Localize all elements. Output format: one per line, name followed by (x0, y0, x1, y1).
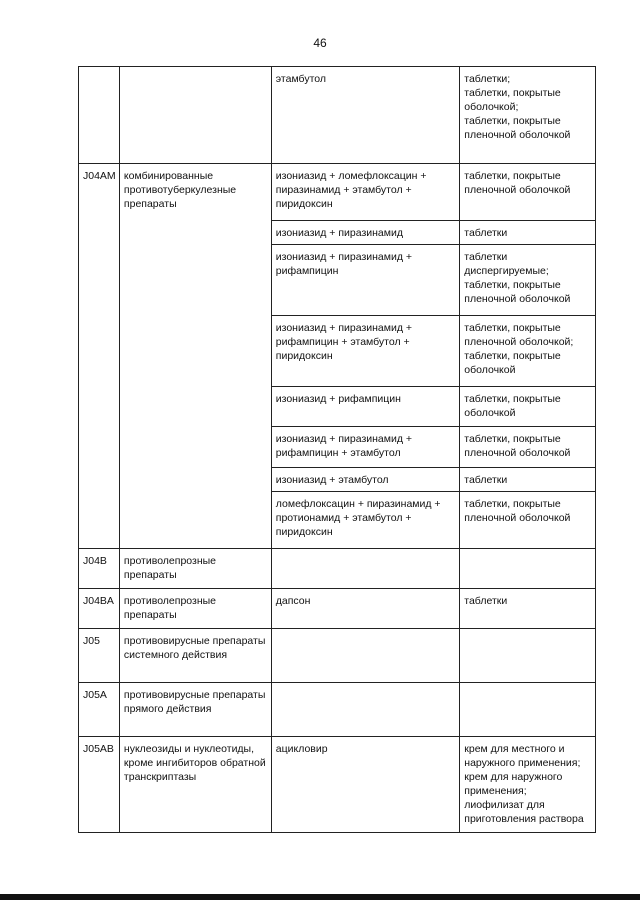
atc-code-cell: J04BA (79, 589, 120, 629)
form-cell: таблетки (460, 221, 596, 245)
atc-code-cell (79, 67, 120, 164)
drug-table (78, 66, 596, 833)
drug-cell (271, 549, 459, 589)
form-cell: таблетки; таблетки, покрытые оболочкой; таблетки, покрытые пленочной оболочкой (460, 67, 596, 164)
atc-code-cell: J05AB (79, 737, 120, 833)
drug-cell: этамбутол (271, 67, 459, 164)
table-row (79, 589, 596, 629)
form-cell: таблетки, покрытые пленочной оболочкой; таблетки, покрытые оболочкой (460, 316, 596, 387)
group-cell: противовирусные препараты прямого действия (119, 683, 271, 737)
drug-cell: изониазид + ломефлоксацин + пиразинамид + этамбутол + пиридоксин (271, 164, 459, 221)
form-cell (460, 549, 596, 589)
group-cell (119, 67, 271, 164)
drug-cell: ацикловир (271, 737, 459, 833)
group-cell: комбинированные противотуберкулезные препараты (119, 164, 271, 549)
drug-cell: дапсон (271, 589, 459, 629)
drug-cell (271, 629, 459, 683)
atc-code-cell: J04AM (79, 164, 120, 549)
form-cell: таблетки (460, 589, 596, 629)
form-cell: крем для местного и наружного применения; крем для наружного применения; лиофилизат для приготовления раствора (460, 737, 596, 833)
form-cell (460, 629, 596, 683)
form-cell: таблетки (460, 468, 596, 492)
atc-code-cell: J05 (79, 629, 120, 683)
form-cell (460, 683, 596, 737)
drug-cell: изониазид + пиразинамид (271, 221, 459, 245)
group-cell: противовирусные препараты системного действия (119, 629, 271, 683)
table-row (79, 629, 596, 683)
form-cell: таблетки, покрытые оболочкой (460, 387, 596, 427)
drug-cell: изониазид + этамбутол (271, 468, 459, 492)
scan-edge-divider (0, 894, 640, 900)
drug-cell: изониазид + пиразинамид + рифампицин + этамбутол + пиридоксин (271, 316, 459, 387)
page-number: 46 (313, 36, 327, 50)
drug-cell (271, 683, 459, 737)
drug-cell: ломефлоксацин + пиразинамид + протионамид + этамбутол + пиридоксин (271, 492, 459, 549)
form-cell: таблетки, покрытые пленочной оболочкой (460, 427, 596, 468)
drug-cell: изониазид + пиразинамид + рифампицин (271, 245, 459, 316)
group-cell: противолепрозные препараты (119, 589, 271, 629)
table-row (79, 683, 596, 737)
table-row (79, 737, 596, 833)
group-cell: нуклеозиды и нуклеотиды, кроме ингибиторов обратной транскриптазы (119, 737, 271, 833)
atc-code-cell: J04B (79, 549, 120, 589)
form-cell: таблетки, покрытые пленочной оболочкой (460, 164, 596, 221)
table-row (79, 164, 596, 221)
table-row (79, 67, 596, 164)
group-cell: противолепрозные препараты (119, 549, 271, 589)
drug-cell: изониазид + пиразинамид + рифампицин + этамбутол (271, 427, 459, 468)
form-cell: таблетки диспергируемые; таблетки, покрытые пленочной оболочкой (460, 245, 596, 316)
table-row (79, 549, 596, 589)
drug-cell: изониазид + рифампицин (271, 387, 459, 427)
form-cell: таблетки, покрытые пленочной оболочкой (460, 492, 596, 549)
atc-code-cell: J05A (79, 683, 120, 737)
